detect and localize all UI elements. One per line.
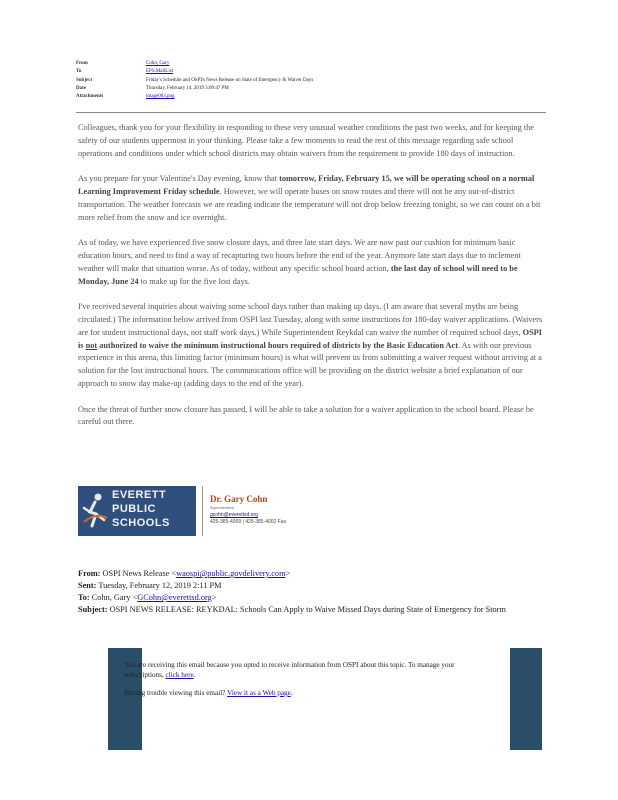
signature-divider <box>202 486 203 536</box>
body-paragraph-2 <box>78 173 546 224</box>
fwd-from-end: > <box>285 569 291 578</box>
ospi-notice-banner <box>78 648 542 750</box>
header-attachments-row <box>76 93 546 101</box>
header-from-row <box>76 60 546 68</box>
fwd-from-label: From: <box>78 569 101 578</box>
p3-bold: the last day of school will need to be Monday, June 24 <box>78 263 518 286</box>
signature-name: Dr. Gary Cohn <box>210 494 268 504</box>
header-subject-row <box>76 77 546 85</box>
p2-text-c: . However, we will operate buses on snow routes and there will not be any out-of-district transportation. The weather forecasts we are reading indicate the temperature will not drop below freezing tonight, so we can count on a bit more relief from the snow and ice overnight. <box>78 186 541 222</box>
fwd-from-value: OSPI News Release < <box>102 569 177 578</box>
fwd-sent-value: Tuesday, February 12, 2019 2:11 PM <box>98 581 222 590</box>
p4-bold-a: OSPI is <box>78 327 542 350</box>
header-date-label: Date <box>76 85 86 91</box>
body-paragraph-4 <box>78 301 546 391</box>
signature-phone: 425-385-4009 | 425-385-4002 Fax <box>210 519 287 525</box>
header-subject-value: Friday's Schedule and OSPI's News Release on State of Emergency & Waiver Days <box>146 77 314 83</box>
email-body <box>78 122 546 442</box>
header-date-row <box>76 85 546 93</box>
notice-line-1 <box>124 660 494 680</box>
header-to-row <box>76 68 546 76</box>
body-paragraph-5: Once the threat of further snow closure has passed, I will be able to take a solution for a waiver application to the school board. Please be careful out there. <box>78 404 534 427</box>
logo-wordmark <box>112 488 170 530</box>
notice-text-1: You are receiving this email because you opted to receive information from OSPI about this topic. To manage your subscriptions, <box>124 661 455 679</box>
body-paragraph-3 <box>78 237 546 288</box>
header-divider <box>76 112 546 113</box>
signature-title: Superintendent <box>210 506 234 510</box>
web-page-link[interactable]: View it as a Web page <box>227 689 291 697</box>
body-paragraph-1: Colleagues, thank you for your flexibility in responding to these very unusual weather conditions the past two weeks, and for keeping the safety of our students uppermost in your thinking. Please take a few moments to read the rest of this message regarding safe school operations and conditions under which school districts may obtain waivers from the requirement to provide 180 days of instruction. <box>78 123 534 158</box>
logo-line-1: EVERETT <box>112 489 167 501</box>
fwd-from-email-link[interactable]: waospi@public.govdelivery.com <box>176 569 286 578</box>
logo-line-2: PUBLIC <box>112 503 156 515</box>
fwd-to-value: Cohn, Gary < <box>91 593 138 602</box>
fwd-subject-value: OSPI NEWS RELEASE: REYKDAL: Schools Can Apply to Waive Missed Days during State of Emergency for Storm <box>109 605 506 614</box>
logo-line-3: SCHOOLS <box>112 517 170 529</box>
banner-right-bar <box>510 648 542 750</box>
header-from-label: From <box>76 61 88 66</box>
notice-text-2-end: . <box>290 689 293 697</box>
fwd-to-email-link[interactable]: GCohn@everettsd.org <box>137 593 212 602</box>
fwd-sent-label: Sent: <box>78 581 97 590</box>
click-here-link[interactable]: click here <box>165 671 194 679</box>
runner-swoosh-icon <box>82 492 108 530</box>
header-date-value: Thursday, February 14, 2019 3:09:47 PM <box>146 85 229 91</box>
p2-text-a: As you prepare for your Valentine's Day evening, know that <box>78 174 280 184</box>
p4-text-e: . As with our previous experience in this arena, this limiting factor (minimum hours) is what will prevent us from submitting a waiver request without arriving at a solution for the lost instructional hours. The communications office will be providing on the district website a brief explanation of our approach to snow day make-up (adding days to the end of the year). <box>78 340 542 388</box>
p4-bold-d: authorized to waive the minimum instructional hours required of districts by the Basic Education Act <box>97 340 458 350</box>
fwd-to-row <box>78 592 546 604</box>
fwd-to-end: > <box>211 593 217 602</box>
fwd-sent-row <box>78 580 546 592</box>
header-attachment-link[interactable]: image003.png <box>146 94 175 100</box>
p4-text-a: I've received several inquiries about waiving some school days rather than making up days. (I am aware that several myths are being circulated.) The information below arrived from OSPI last Tuesday, along with some instructions for 180-day waiver applications. (Waivers are for student instructional days, not staff work days.) While Superintendent Reykdal can waive the number of required school days, <box>78 302 543 337</box>
p3-text-a: As of today, we have experienced five snow closure days, and three late start days. We are now past our cushion for minimum basic education hours, and need to find a way of recapturing two hours before the end of the year. Anymore late start days due to inclement weather will make that situation worse. As of today, without any specific school board action, <box>78 238 521 273</box>
signature-details <box>210 494 286 525</box>
header-attachments-label: Attachments <box>76 94 104 100</box>
header-to-link[interactable]: EPS.MailList <box>146 69 174 75</box>
notice-text-2: Having trouble viewing this email? <box>124 689 228 697</box>
header-subject-label: Subject <box>76 77 93 83</box>
p2-bold: tomorrow, Friday, February 15, we will be operating school on a normal Learning Improvement Friday schedule <box>78 174 535 196</box>
email-header <box>76 60 546 101</box>
p3-text-c: to make up for the five lost days. <box>138 276 250 286</box>
everett-logo <box>78 486 196 536</box>
header-from-link[interactable]: Cohn, Gary <box>146 61 170 66</box>
signature-block <box>78 486 378 538</box>
fwd-subject-row <box>78 604 546 616</box>
signature-email-link[interactable]: gcohn@everettsd.org <box>210 512 258 518</box>
forwarded-header <box>78 568 546 616</box>
fwd-to-label: To: <box>78 593 90 602</box>
header-to-label: To <box>76 69 82 75</box>
fwd-from-row <box>78 568 546 580</box>
fwd-subject-label: Subject: <box>78 605 108 614</box>
notice-text-1-end: . <box>193 671 196 679</box>
notice-line-2 <box>124 688 494 698</box>
subscription-notice <box>124 660 494 706</box>
p4-bold-not: not <box>85 340 98 350</box>
